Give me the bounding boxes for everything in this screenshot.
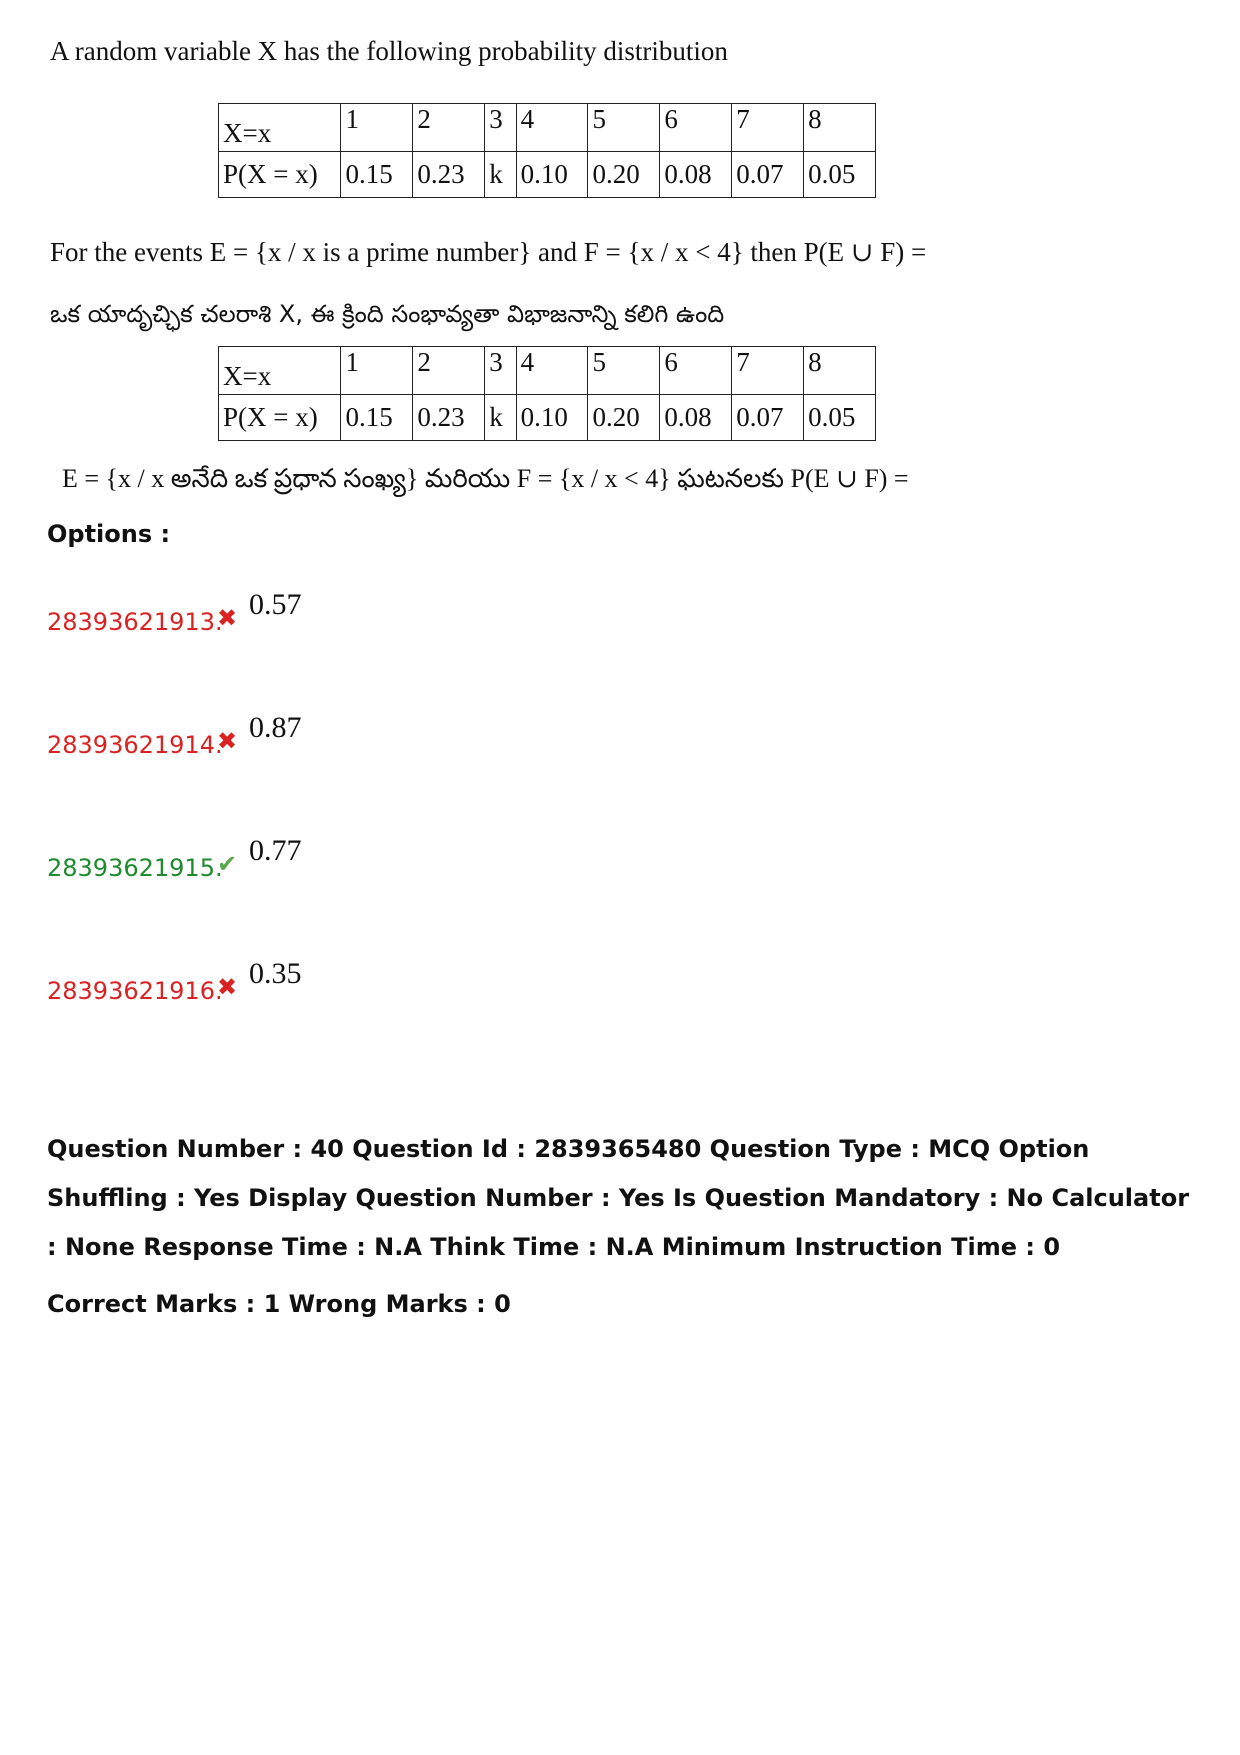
table-x-cell: 2 — [413, 104, 485, 152]
table-p-cell: 0.08 — [660, 395, 732, 441]
table-p-cell: 0.10 — [516, 395, 588, 441]
table-p-cell: 0.05 — [804, 152, 876, 198]
table-header-x: X=x — [219, 104, 341, 152]
option-value: 0.77 — [249, 834, 302, 867]
option-value: 0.87 — [249, 711, 302, 744]
option-id: 28393621914. — [47, 731, 223, 759]
table-p-cell: 0.07 — [732, 395, 804, 441]
table-x-cell: 7 — [732, 104, 804, 152]
table-x-cell: 5 — [588, 104, 660, 152]
table-x-cell: 8 — [804, 104, 876, 152]
wrong-cross-icon: ✖ — [217, 727, 238, 755]
table-p-cell: 0.23 — [413, 395, 485, 441]
table-p-cell: 0.20 — [588, 152, 660, 198]
table-p-cell: 0.08 — [660, 152, 732, 198]
table-x-cell: 6 — [660, 104, 732, 152]
option-value: 0.57 — [249, 588, 302, 621]
table-x-cell: 1 — [341, 347, 413, 395]
table-x-cell: 3 — [485, 347, 516, 395]
table-p-cell: 0.23 — [413, 152, 485, 198]
table-p-cell: 0.15 — [341, 152, 413, 198]
table-x-cell: 7 — [732, 347, 804, 395]
question-events-telugu: E = {x / x అనేది ఒక ప్రధాన సంఖ్య} మరియు F = {x / x < 4} ఘటనలకు P(E ∪ F) = — [62, 464, 909, 493]
table-header-p: P(X = x) — [219, 152, 341, 198]
table-x-cell: 4 — [516, 347, 588, 395]
table-x-cell: 1 — [341, 104, 413, 152]
wrong-cross-icon: ✖ — [217, 973, 238, 1001]
table-x-cell: 5 — [588, 347, 660, 395]
question-intro-english: A random variable X has the following probability distribution — [50, 36, 728, 66]
table-p-cell: 0.10 — [516, 152, 588, 198]
table-x-cell: 6 — [660, 347, 732, 395]
table-row-x — [219, 347, 876, 395]
table-row-p — [219, 152, 876, 198]
table-header-x: X=x — [219, 347, 341, 395]
question-intro-telugu: ఒక యాదృచ్ఛిక చలరాశి X, ఈ క్రింది సంభావ్యతా విభాజనాన్ని కలిగి ఉంది — [50, 300, 725, 328]
table-x-cell: 2 — [413, 347, 485, 395]
marks-info: Correct Marks : 1 Wrong Marks : 0 — [47, 1290, 511, 1318]
option-id: 28393621913. — [47, 608, 223, 636]
table-p-cell: 0.20 — [588, 395, 660, 441]
correct-check-icon: ✔ — [217, 850, 238, 878]
table-p-cell: 0.15 — [341, 395, 413, 441]
table-p-cell: 0.05 — [804, 395, 876, 441]
wrong-cross-icon: ✖ — [217, 604, 238, 632]
options-heading: Options : — [47, 520, 171, 548]
table-p-cell: 0.07 — [732, 152, 804, 198]
probability-table-telugu — [218, 346, 876, 441]
option-id: 28393621916. — [47, 977, 223, 1005]
table-header-p: P(X = x) — [219, 395, 341, 441]
table-p-cell: k — [485, 395, 516, 441]
option-id: 28393621915. — [47, 854, 223, 882]
probability-table-english — [218, 103, 876, 198]
table-row-p — [219, 395, 876, 441]
option-value: 0.35 — [249, 957, 302, 990]
table-p-cell: k — [485, 152, 516, 198]
question-metadata: Question Number : 40 Question Id : 2839365480 Question Type : MCQ Option Shuffling : Yes Display Question Number : Yes Is Question Mandatory : No Calculator : None Response Time : N.A Think Time : N.A Minimum Instruction Time : 0 — [47, 1135, 1190, 1261]
table-x-cell: 3 — [485, 104, 516, 152]
table-x-cell: 8 — [804, 347, 876, 395]
table-x-cell: 4 — [516, 104, 588, 152]
question-events-english: For the events E = {x / x is a prime number} and F = {x / x < 4} then P(E ∪ F) = — [50, 237, 927, 267]
table-row-x — [219, 104, 876, 152]
